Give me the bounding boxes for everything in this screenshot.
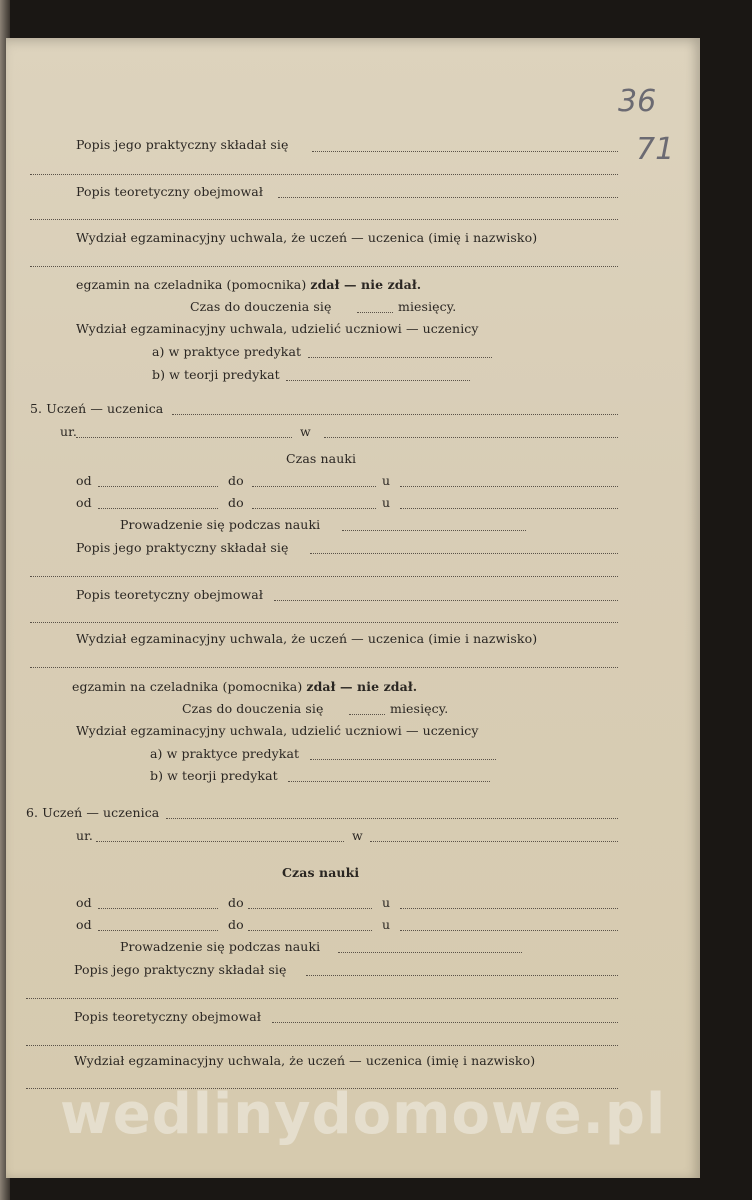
label-od-5b: od	[76, 495, 92, 510]
label-u-5a: u	[382, 473, 391, 488]
field-u-5b[interactable]	[400, 508, 618, 509]
field-popis-teoretyczny-5[interactable]	[274, 600, 618, 601]
label-praktyka: a) w praktyce predykat	[152, 344, 302, 359]
field-popis-praktyczny-5[interactable]	[310, 553, 618, 554]
field-do-5a[interactable]	[252, 486, 376, 487]
field-predykat-praktyka[interactable]	[308, 357, 492, 358]
field-imie-nazwisko[interactable]	[30, 266, 618, 267]
field-u-6b[interactable]	[400, 930, 618, 931]
egzamin-text-5: egzamin na czeladnika (pomocnika)	[72, 679, 303, 694]
field-popis-teoretyczny-6-cont[interactable]	[26, 1045, 618, 1046]
label-uczen-5: 5. Uczeń — uczenica	[30, 401, 164, 416]
label-egzamin-5	[72, 680, 417, 694]
field-prowadzenie-5[interactable]	[342, 530, 526, 531]
label-do-5b: do	[228, 495, 244, 510]
field-uczen-6[interactable]	[166, 818, 618, 819]
field-czas-douczenia-5[interactable]	[349, 714, 385, 715]
field-ur-6[interactable]	[96, 841, 344, 842]
label-praktyka-5: a) w praktyce predykat	[150, 746, 300, 761]
heading-czas-nauki-6: Czas nauki	[282, 865, 360, 880]
label-udzielic: Wydział egzaminacyjny uchwala, udzielić uczniowi — uczenicy	[76, 321, 479, 336]
label-od-6b: od	[76, 917, 92, 932]
field-czas-douczenia[interactable]	[357, 312, 393, 313]
label-popis-praktyczny-6: Popis jego praktyczny składał się	[74, 962, 287, 977]
label-w-6: w	[352, 828, 363, 843]
label-egzamin	[76, 278, 421, 292]
label-w-5: w	[300, 424, 311, 439]
field-popis-praktyczny-6[interactable]	[306, 975, 618, 976]
label-do-5a: do	[228, 473, 244, 488]
field-w-6[interactable]	[370, 841, 618, 842]
label-czas-douczenia: Czas do douczenia się	[190, 299, 332, 314]
field-ur-5[interactable]	[76, 437, 292, 438]
field-popis-teoretyczny-6[interactable]	[272, 1022, 618, 1023]
label-popis-praktyczny: Popis jego praktyczny składał się	[76, 137, 289, 152]
field-do-6a[interactable]	[248, 908, 372, 909]
label-od-6a: od	[76, 895, 92, 910]
field-od-5a[interactable]	[98, 486, 218, 487]
label-popis-teoretyczny-5: Popis teoretyczny obejmował	[76, 587, 263, 602]
handwritten-page-number: 36	[618, 84, 657, 119]
field-u-5a[interactable]	[400, 486, 618, 487]
label-popis-teoretyczny-6: Popis teoretyczny obejmował	[74, 1009, 261, 1024]
label-popis-teoretyczny: Popis teoretyczny obejmował	[76, 184, 263, 199]
document-page	[6, 38, 700, 1178]
label-czas-douczenia-5: Czas do douczenia się	[182, 701, 324, 716]
field-uczen-5[interactable]	[172, 414, 618, 415]
watermark: wedlinydomowe.pl	[60, 1082, 667, 1147]
handwritten-page-number-2: 71	[636, 132, 675, 167]
field-popis-teoretyczny-cont[interactable]	[30, 219, 618, 220]
label-teoria: b) w teorji predykat	[152, 367, 280, 382]
label-u-6a: u	[382, 895, 391, 910]
field-popis-teoretyczny-5-cont[interactable]	[30, 622, 618, 623]
field-predykat-praktyka-5[interactable]	[310, 759, 496, 760]
label-od-5a: od	[76, 473, 92, 488]
label-ur-5: ur.	[60, 424, 77, 439]
label-u-5b: u	[382, 495, 391, 510]
field-popis-praktyczny-6-cont[interactable]	[26, 998, 618, 999]
field-popis-praktyczny[interactable]	[312, 151, 618, 152]
label-udzielic-5: Wydział egzaminacyjny uchwala, udzielić uczniowi — uczenicy	[76, 723, 479, 738]
label-wydzial-imie-6: Wydział egzaminacyjny uchwala, że uczeń — uczenica (imię i nazwisko)	[74, 1053, 536, 1068]
label-uczen-6: 6. Uczeń — uczenica	[26, 805, 160, 820]
field-od-5b[interactable]	[98, 508, 218, 509]
label-prowadzenie-6: Prowadzenie się podczas nauki	[120, 939, 321, 954]
field-u-6a[interactable]	[400, 908, 618, 909]
field-prowadzenie-6[interactable]	[338, 952, 522, 953]
label-ur-6: ur.	[76, 828, 93, 843]
label-popis-praktyczny-5: Popis jego praktyczny składał się	[76, 540, 289, 555]
field-imie-nazwisko-5[interactable]	[30, 667, 618, 668]
label-wydzial-imie-5: Wydział egzaminacyjny uchwala, że uczeń — uczenica (imie i nazwisko)	[76, 631, 538, 646]
field-popis-praktyczny-5-cont[interactable]	[30, 576, 618, 577]
field-od-6a[interactable]	[98, 908, 218, 909]
label-miesiecy: miesięcy.	[398, 299, 457, 314]
label-prowadzenie-5: Prowadzenie się podczas nauki	[120, 517, 321, 532]
field-od-6b[interactable]	[98, 930, 218, 931]
field-popis-praktyczny-cont[interactable]	[30, 174, 618, 175]
zdal-nie-zdal-5: zdał — nie zdał.	[306, 679, 418, 694]
heading-czas-nauki-5: Czas nauki	[286, 451, 357, 466]
field-do-6b[interactable]	[248, 930, 372, 931]
field-w-5[interactable]	[324, 437, 618, 438]
label-teoria-5: b) w teorji predykat	[150, 768, 278, 783]
egzamin-text: egzamin na czeladnika (pomocnika)	[76, 277, 307, 292]
label-do-6a: do	[228, 895, 244, 910]
field-popis-teoretyczny[interactable]	[278, 197, 618, 198]
label-do-6b: do	[228, 917, 244, 932]
zdal-nie-zdal: zdał — nie zdał.	[310, 277, 422, 292]
label-wydzial-imie: Wydział egzaminacyjny uchwala, że uczeń — uczenica (imię i nazwisko)	[76, 230, 538, 245]
field-do-5b[interactable]	[252, 508, 376, 509]
label-miesiecy-5: miesięcy.	[390, 701, 449, 716]
field-predykat-teoria-5[interactable]	[288, 781, 490, 782]
field-predykat-teoria[interactable]	[286, 380, 470, 381]
label-u-6b: u	[382, 917, 391, 932]
